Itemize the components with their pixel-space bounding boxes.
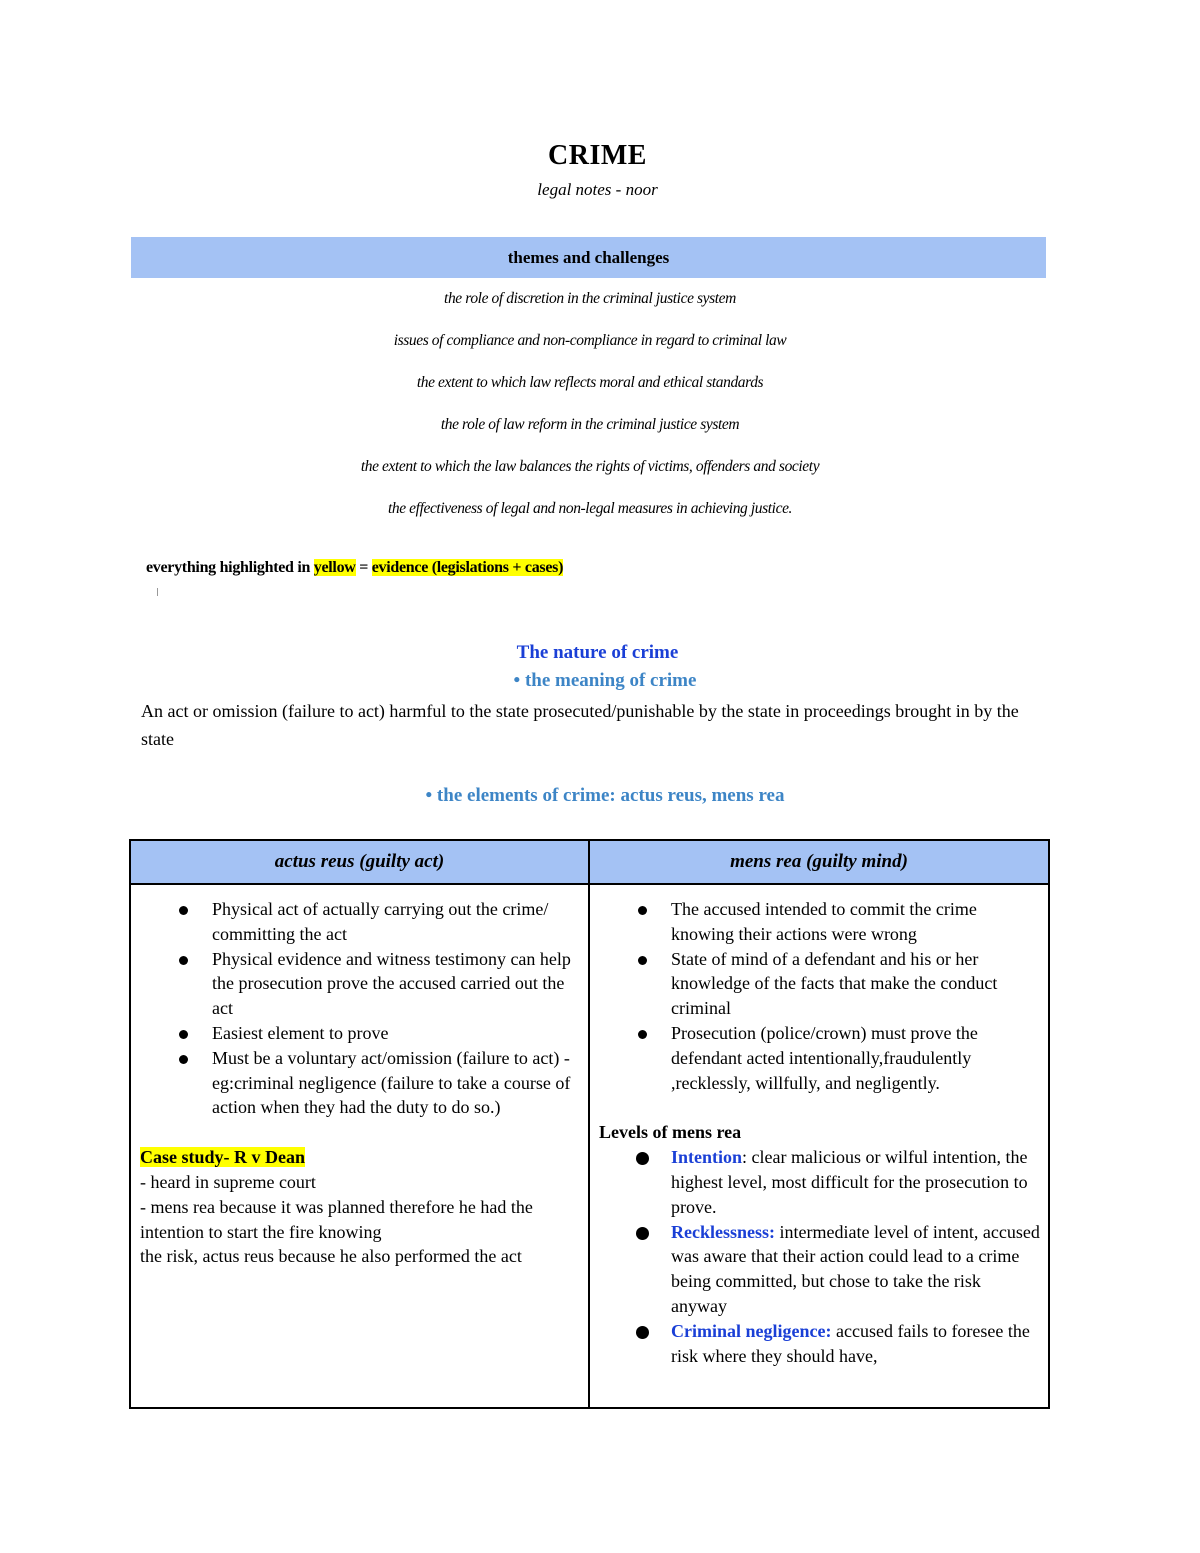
level-item: Intention: clear malicious or wilful intention, the highest level, most difficult for the prosecution to prove. xyxy=(599,1145,1040,1219)
list-item: Prosecution (police/crown) must prove the defendant acted intentionally,fraudulently ,recklessly, willfully, and negligently. xyxy=(599,1021,1040,1095)
case-study-line: the risk, actus reus because he also performed the act xyxy=(140,1246,522,1267)
section-title: The nature of crime xyxy=(516,642,679,663)
mens-rea-cell xyxy=(589,884,1049,1408)
theme-item: the extent to which the law balances the rights of victims, offenders and society xyxy=(360,458,820,475)
legend-prefix: everything highlighted in xyxy=(146,559,314,576)
elements-table xyxy=(129,839,1050,1409)
meaning-paragraph: An act or omission (failure to act) harmful to the state prosecuted/punishable by the state in proceedings brought in by the state xyxy=(141,701,1019,749)
list-item: The accused intended to commit the crime knowing their actions were wrong xyxy=(599,897,1040,947)
theme-item: the extent to which law reflects moral and ethical standards xyxy=(416,374,764,391)
list-item: Must be a voluntary act/omission (failure to act) - eg:criminal negligence (failure to take a course of action when they had the duty to do so.) xyxy=(140,1046,580,1120)
actus-reus-cell xyxy=(130,884,589,1408)
levels-list xyxy=(599,1145,1040,1368)
actus-reus-list xyxy=(140,897,580,1120)
document-subtitle: legal notes - noor xyxy=(537,180,658,199)
actus-reus-header: actus reus (guilty act) xyxy=(130,840,589,884)
level-term: Criminal negligence: xyxy=(671,1320,832,1341)
levels-heading: Levels of mens rea xyxy=(599,1122,742,1143)
case-study-line: - mens rea because it was planned therefore he had the intention to start the fire knowing xyxy=(140,1196,533,1242)
theme-item: the role of law reform in the criminal justice system xyxy=(440,416,740,433)
level-description: intermediate level of intent, accused was aware that their action could lead to a crime being committed, but chose to take the risk anyway xyxy=(671,1221,1040,1316)
meaning-heading: • the meaning of crime xyxy=(513,670,697,691)
list-item: Easiest element to prove xyxy=(140,1021,580,1046)
legend-word-yellow: yellow xyxy=(313,559,356,576)
level-item xyxy=(599,1319,1040,1369)
theme-item: issues of compliance and non-compliance in regard to criminal law xyxy=(393,332,787,349)
level-item xyxy=(599,1220,1040,1319)
level-term: Intention xyxy=(671,1147,743,1168)
themes-heading: themes and challenges xyxy=(507,247,670,267)
table-header-row xyxy=(130,840,1049,884)
mens-rea-list xyxy=(599,897,1040,1095)
theme-item: the effectiveness of legal and non-legal measures in achieving justice. xyxy=(387,500,793,517)
document-title: CRIME xyxy=(548,140,647,171)
mens-rea-header: mens rea (guilty mind) xyxy=(589,840,1049,884)
text-cursor-mark xyxy=(157,588,158,596)
legend-meaning: evidence (legislations + cases) xyxy=(371,559,564,576)
level-description: accused fails to foresee the risk where they should have, xyxy=(671,1320,1030,1366)
theme-item: the role of discretion in the criminal justice system xyxy=(444,290,736,307)
elements-heading: • the elements of crime: actus reus, mens rea xyxy=(425,785,785,806)
case-study-title: Case study- R v Dean xyxy=(140,1147,306,1168)
highlight-legend xyxy=(146,559,563,577)
case-study-line: - heard in supreme court xyxy=(140,1171,316,1192)
themes-heading-bar xyxy=(131,237,1046,278)
table-body-row xyxy=(130,884,1049,1408)
list-item: Physical evidence and witness testimony can help the prosecution prove the accused carried out the act xyxy=(140,947,580,1021)
list-item: State of mind of a defendant and his or her knowledge of the facts that make the conduct criminal xyxy=(599,947,1040,1021)
level-term: Recklessness: xyxy=(671,1221,775,1242)
list-item: Physical act of actually carrying out the crime/ committing the act xyxy=(140,897,580,947)
level-description: clear malicious or wilful intention, the highest level, most difficult for the prosecution to prove. xyxy=(671,1147,1028,1217)
legend-equals: = xyxy=(355,559,372,576)
